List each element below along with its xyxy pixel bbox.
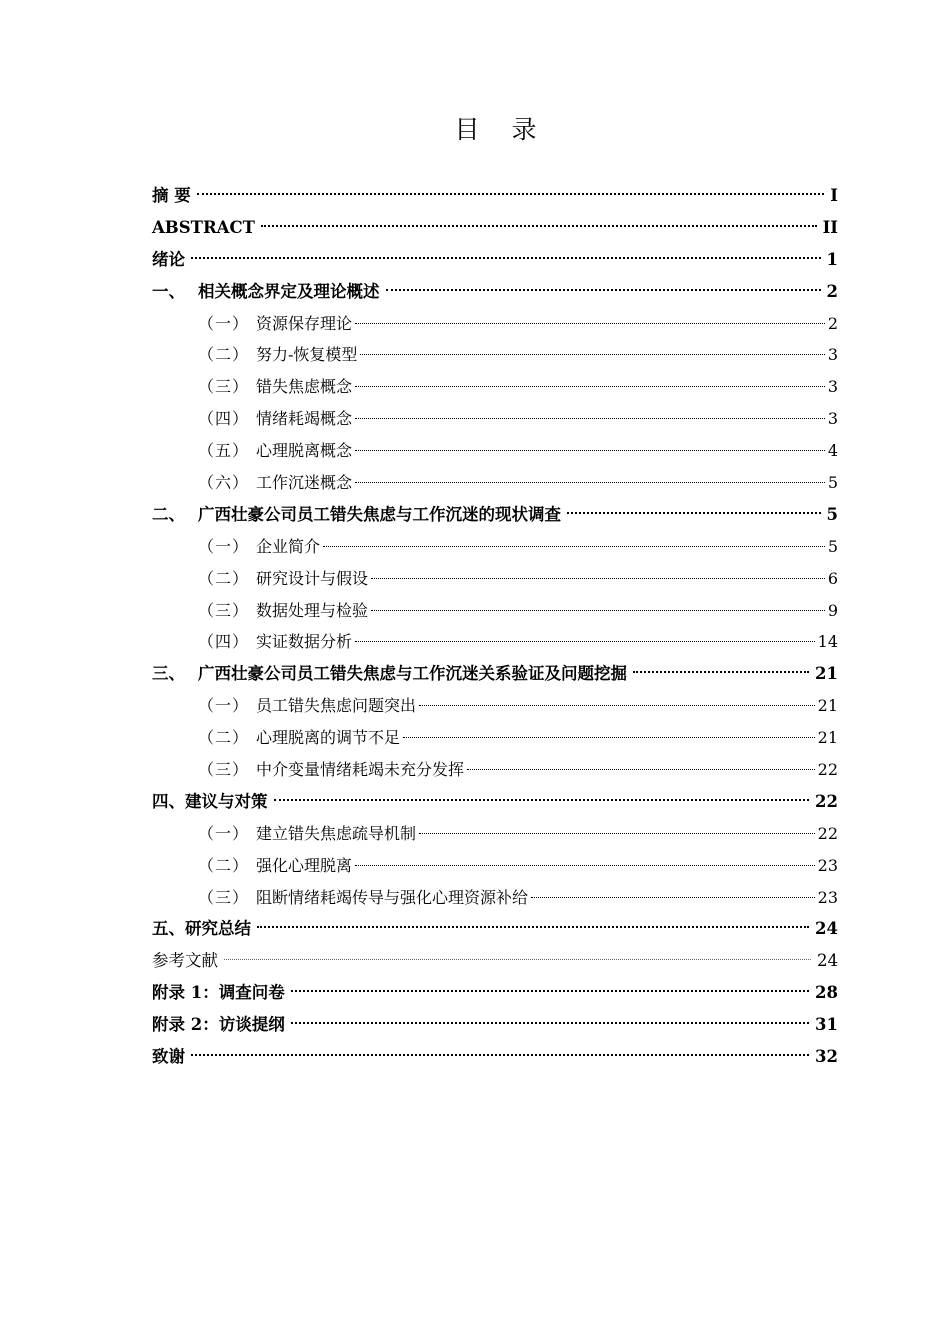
toc-entry[interactable] [152,977,838,1009]
toc-entry-title: 实证数据分析 [256,632,353,652]
toc-entry[interactable] [152,563,838,595]
toc-dot-leader [224,959,811,960]
toc-entry-page: 21 [815,664,838,684]
toc-entry-page: 5 [826,504,838,524]
toc-entry-page: 3 [827,409,838,429]
toc-entry-number: （一） [198,823,250,843]
toc-entry-page: 24 [815,919,838,939]
toc-entry-page: 5 [827,473,838,493]
toc-dot-leader [371,610,825,611]
toc-entry-title: 广西壮豪公司员工错失焦虑与工作沉迷关系验证及问题挖掘 [198,664,627,684]
toc-entry-number: （一） [198,313,250,333]
toc-entry[interactable] [152,850,838,882]
toc-entry-title: 强化心理脱离 [256,855,353,875]
toc-entry-page: 14 [817,632,838,652]
toc-dot-leader [355,323,825,324]
toc-entry-title: 相关概念界定及理论概述 [198,281,380,301]
toc-entry-title: 四、建议与对策 [152,791,268,811]
toc-entry[interactable] [152,626,838,658]
toc-entry-page: 32 [815,1047,838,1067]
toc-entry-page: 22 [817,823,838,843]
toc-entry[interactable] [152,1009,838,1041]
toc-entry-page: 4 [827,441,838,461]
toc-entry-page: 28 [815,983,838,1003]
toc-entry-page: II [822,217,838,237]
toc-entry[interactable] [152,1041,838,1073]
toc-dot-leader [633,671,809,673]
toc-entry-page: 3 [827,345,838,365]
toc-entry-number: 一、 [152,281,185,301]
toc-dot-leader [355,482,825,483]
toc-entry-page: 3 [827,377,838,397]
toc-entry-page: 2 [827,313,838,333]
toc-entry-title: 员工错失焦虑问题突出 [256,696,417,716]
toc-entry-page: 9 [827,600,838,620]
toc-entry-page: 22 [815,791,838,811]
toc-entry[interactable] [152,499,838,531]
toc-entry-page: 2 [826,281,838,301]
toc-entry-page: 6 [827,568,838,588]
toc-entry-number: （三） [198,377,250,397]
toc-entry[interactable] [152,371,838,403]
toc-dot-leader [261,225,817,227]
toc-entry-title: 情绪耗竭概念 [256,409,353,429]
toc-dot-leader [355,865,815,866]
toc-entry-title: 五、研究总结 [152,919,251,939]
toc-dot-leader [291,1022,809,1024]
toc-entry[interactable] [152,754,838,786]
toc-entry-title: 心理脱离概念 [256,441,353,461]
toc-entry-page: 24 [817,951,838,971]
toc-dot-leader [386,289,821,291]
toc-entry-title: 数据处理与检验 [256,600,369,620]
toc-dot-leader [191,1054,809,1056]
toc-dot-leader [419,833,815,834]
toc-entry[interactable] [152,945,838,977]
toc-entry-title: 努力-恢复模型 [256,345,358,365]
toc-entry-page: 21 [817,696,838,716]
toc-entry-title: 广西壮豪公司员工错失焦虑与工作沉迷的现状调查 [198,504,561,524]
toc-entry-title: 工作沉迷概念 [256,473,353,493]
toc-entry-number: （二） [198,728,250,748]
toc-entry-page: 31 [815,1015,838,1035]
toc-entry-title: ABSTRACT [152,217,255,237]
toc-entry-title: 摘 要 [152,186,191,205]
toc-entry[interactable] [152,403,838,435]
toc-dot-leader [197,193,825,195]
toc-dot-leader [355,641,815,642]
toc-entry-number: （二） [198,855,250,875]
toc-entry-title: 中介变量情绪耗竭未充分发挥 [256,760,465,780]
toc-dot-leader [467,769,815,770]
toc-entry[interactable] [152,882,838,914]
toc-entry-page: 21 [817,728,838,748]
toc-dot-leader [371,578,825,579]
toc-entry-title: 附录 1：调查问卷 [152,983,285,1003]
toc-dot-leader [291,990,809,992]
toc-entry-number: （五） [198,441,250,461]
toc-dot-leader [257,926,809,928]
toc-entry-title: 研究设计与假设 [256,568,369,588]
toc-entry-page: 23 [817,887,838,907]
toc-entry-title: 绪论 [152,249,185,269]
toc-dot-leader [531,897,815,898]
table-of-contents [152,180,838,1073]
toc-entry-number: （四） [198,632,250,652]
toc-dot-leader [274,799,810,801]
toc-entry-title: 错失焦虑概念 [256,377,353,397]
toc-entry-number: （一） [198,536,250,556]
toc-dot-leader [567,512,821,514]
toc-entry[interactable] [152,435,838,467]
toc-entry[interactable] [152,690,838,722]
toc-entry[interactable] [152,244,838,276]
toc-entry-title: 心理脱离的调节不足 [256,728,401,748]
toc-entry[interactable] [152,308,838,340]
toc-entry[interactable] [152,722,838,754]
toc-entry-title: 建立错失焦虑疏导机制 [256,823,417,843]
toc-dot-leader [355,418,825,419]
toc-entry[interactable] [152,658,838,690]
toc-entry[interactable] [152,913,838,945]
toc-entry[interactable] [152,339,838,371]
toc-entry-page: I [830,186,838,205]
toc-dot-leader [355,386,825,387]
toc-entry[interactable] [152,467,838,499]
toc-entry-title: 资源保存理论 [256,313,353,333]
toc-entry-page: 5 [827,536,838,556]
toc-entry-number: （一） [198,696,250,716]
toc-entry-title: 参考文献 [152,951,218,971]
toc-entry[interactable] [152,818,838,850]
toc-entry-title: 致谢 [152,1047,185,1067]
toc-entry[interactable] [152,180,838,212]
toc-dot-leader [191,257,821,259]
toc-entry-page: 1 [826,249,838,269]
toc-entry[interactable] [152,212,838,244]
toc-dot-leader [323,546,825,547]
toc-entry[interactable] [152,595,838,627]
toc-entry[interactable] [152,786,838,818]
toc-entry-number: 二、 [152,504,185,524]
toc-dot-leader [419,705,815,706]
toc-title: 目 录 [454,115,549,144]
toc-entry-number: （三） [198,887,250,907]
toc-entry-title: 企业简介 [256,536,321,556]
toc-entry-title: 附录 2：访谈提纲 [152,1015,285,1035]
toc-entry-page: 22 [817,760,838,780]
toc-dot-leader [355,450,825,451]
toc-entry[interactable] [152,531,838,563]
toc-entry-number: （四） [198,409,250,429]
toc-dot-leader [360,354,824,355]
toc-entry-number: 三、 [152,664,185,684]
toc-entry-page: 23 [817,855,838,875]
toc-entry-number: （三） [198,600,250,620]
toc-entry-number: （二） [198,568,250,588]
toc-entry[interactable] [152,276,838,308]
toc-entry-title: 阻断情绪耗竭传导与强化心理资源补给 [256,887,529,907]
toc-entry-number: （二） [198,345,250,365]
toc-entry-number: （三） [198,760,250,780]
toc-dot-leader [403,737,815,738]
toc-entry-number: （六） [198,473,250,493]
